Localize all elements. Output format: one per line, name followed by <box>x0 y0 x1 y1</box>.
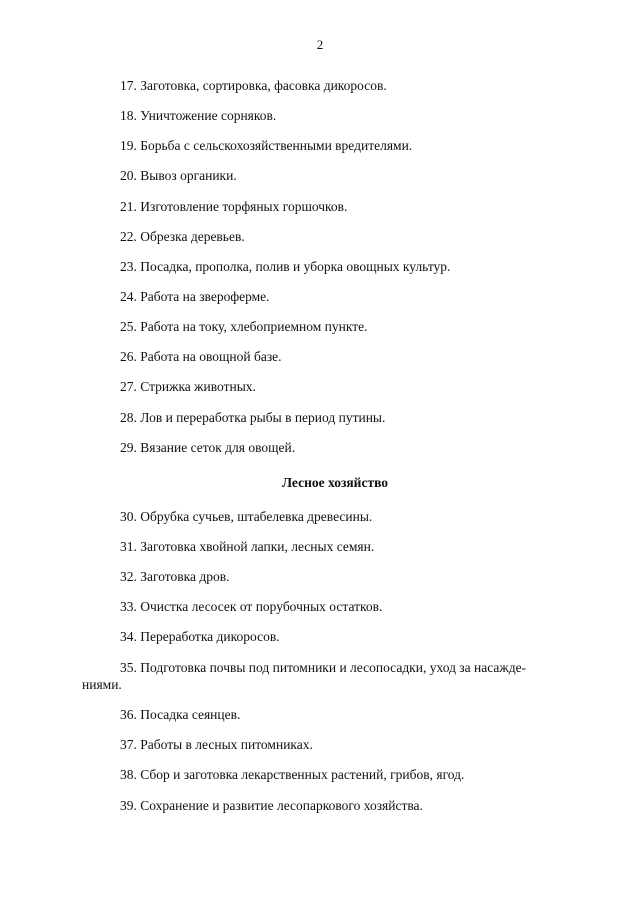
list-item: 36. Посадка сеянцев. <box>120 707 241 722</box>
list-item: 27. Стрижка животных. <box>120 379 256 394</box>
list-item: 17. Заготовка, сортировка, фасовка дикоросов. <box>120 78 387 93</box>
page-number: 2 <box>316 37 324 52</box>
list-item: 21. Изготовление торфяных горшочков. <box>120 199 348 214</box>
list-item: 20. Вывоз органики. <box>120 168 237 183</box>
list-item: 24. Работа на звероферме. <box>120 289 270 304</box>
list-item: 23. Посадка, прополка, полив и уборка овощных культур. <box>120 259 451 274</box>
list-item: 37. Работы в лесных питомниках. <box>120 737 313 752</box>
list-item: 32. Заготовка дров. <box>120 569 230 584</box>
list-item: 38. Сбор и заготовка лекарственных растений, грибов, ягод. <box>120 767 465 782</box>
list-item: 34. Переработка дикоросов. <box>120 629 280 644</box>
list-item: 33. Очистка лесосек от порубочных остатков. <box>120 599 383 614</box>
list-item-35-line1: 35. Подготовка почвы под питомники и лесопосадки, уход за насажде- <box>120 660 527 675</box>
list-item: 26. Работа на овощной базе. <box>120 349 282 364</box>
list-item: 39. Сохранение и развитие лесопаркового хозяйства. <box>120 798 423 813</box>
list-item: 25. Работа на току, хлебоприемном пункте. <box>120 319 368 334</box>
list-item: 18. Уничтожение сорняков. <box>120 108 277 123</box>
list-item: 31. Заготовка хвойной лапки, лесных семян. <box>120 539 375 554</box>
list-item: 30. Обрубка сучьев, штабелевка древесины. <box>120 509 373 524</box>
list-item: 22. Обрезка деревьев. <box>120 229 245 244</box>
list-item: 19. Борьба с сельскохозяйственными вредителями. <box>120 138 413 153</box>
list-item: 29. Вязание сеток для овощей. <box>120 440 296 455</box>
list-item-35-line2: ниями. <box>82 677 122 692</box>
list-item: 28. Лов и переработка рыбы в период путины. <box>120 410 386 425</box>
section-heading: Лесное хозяйство <box>281 475 389 490</box>
